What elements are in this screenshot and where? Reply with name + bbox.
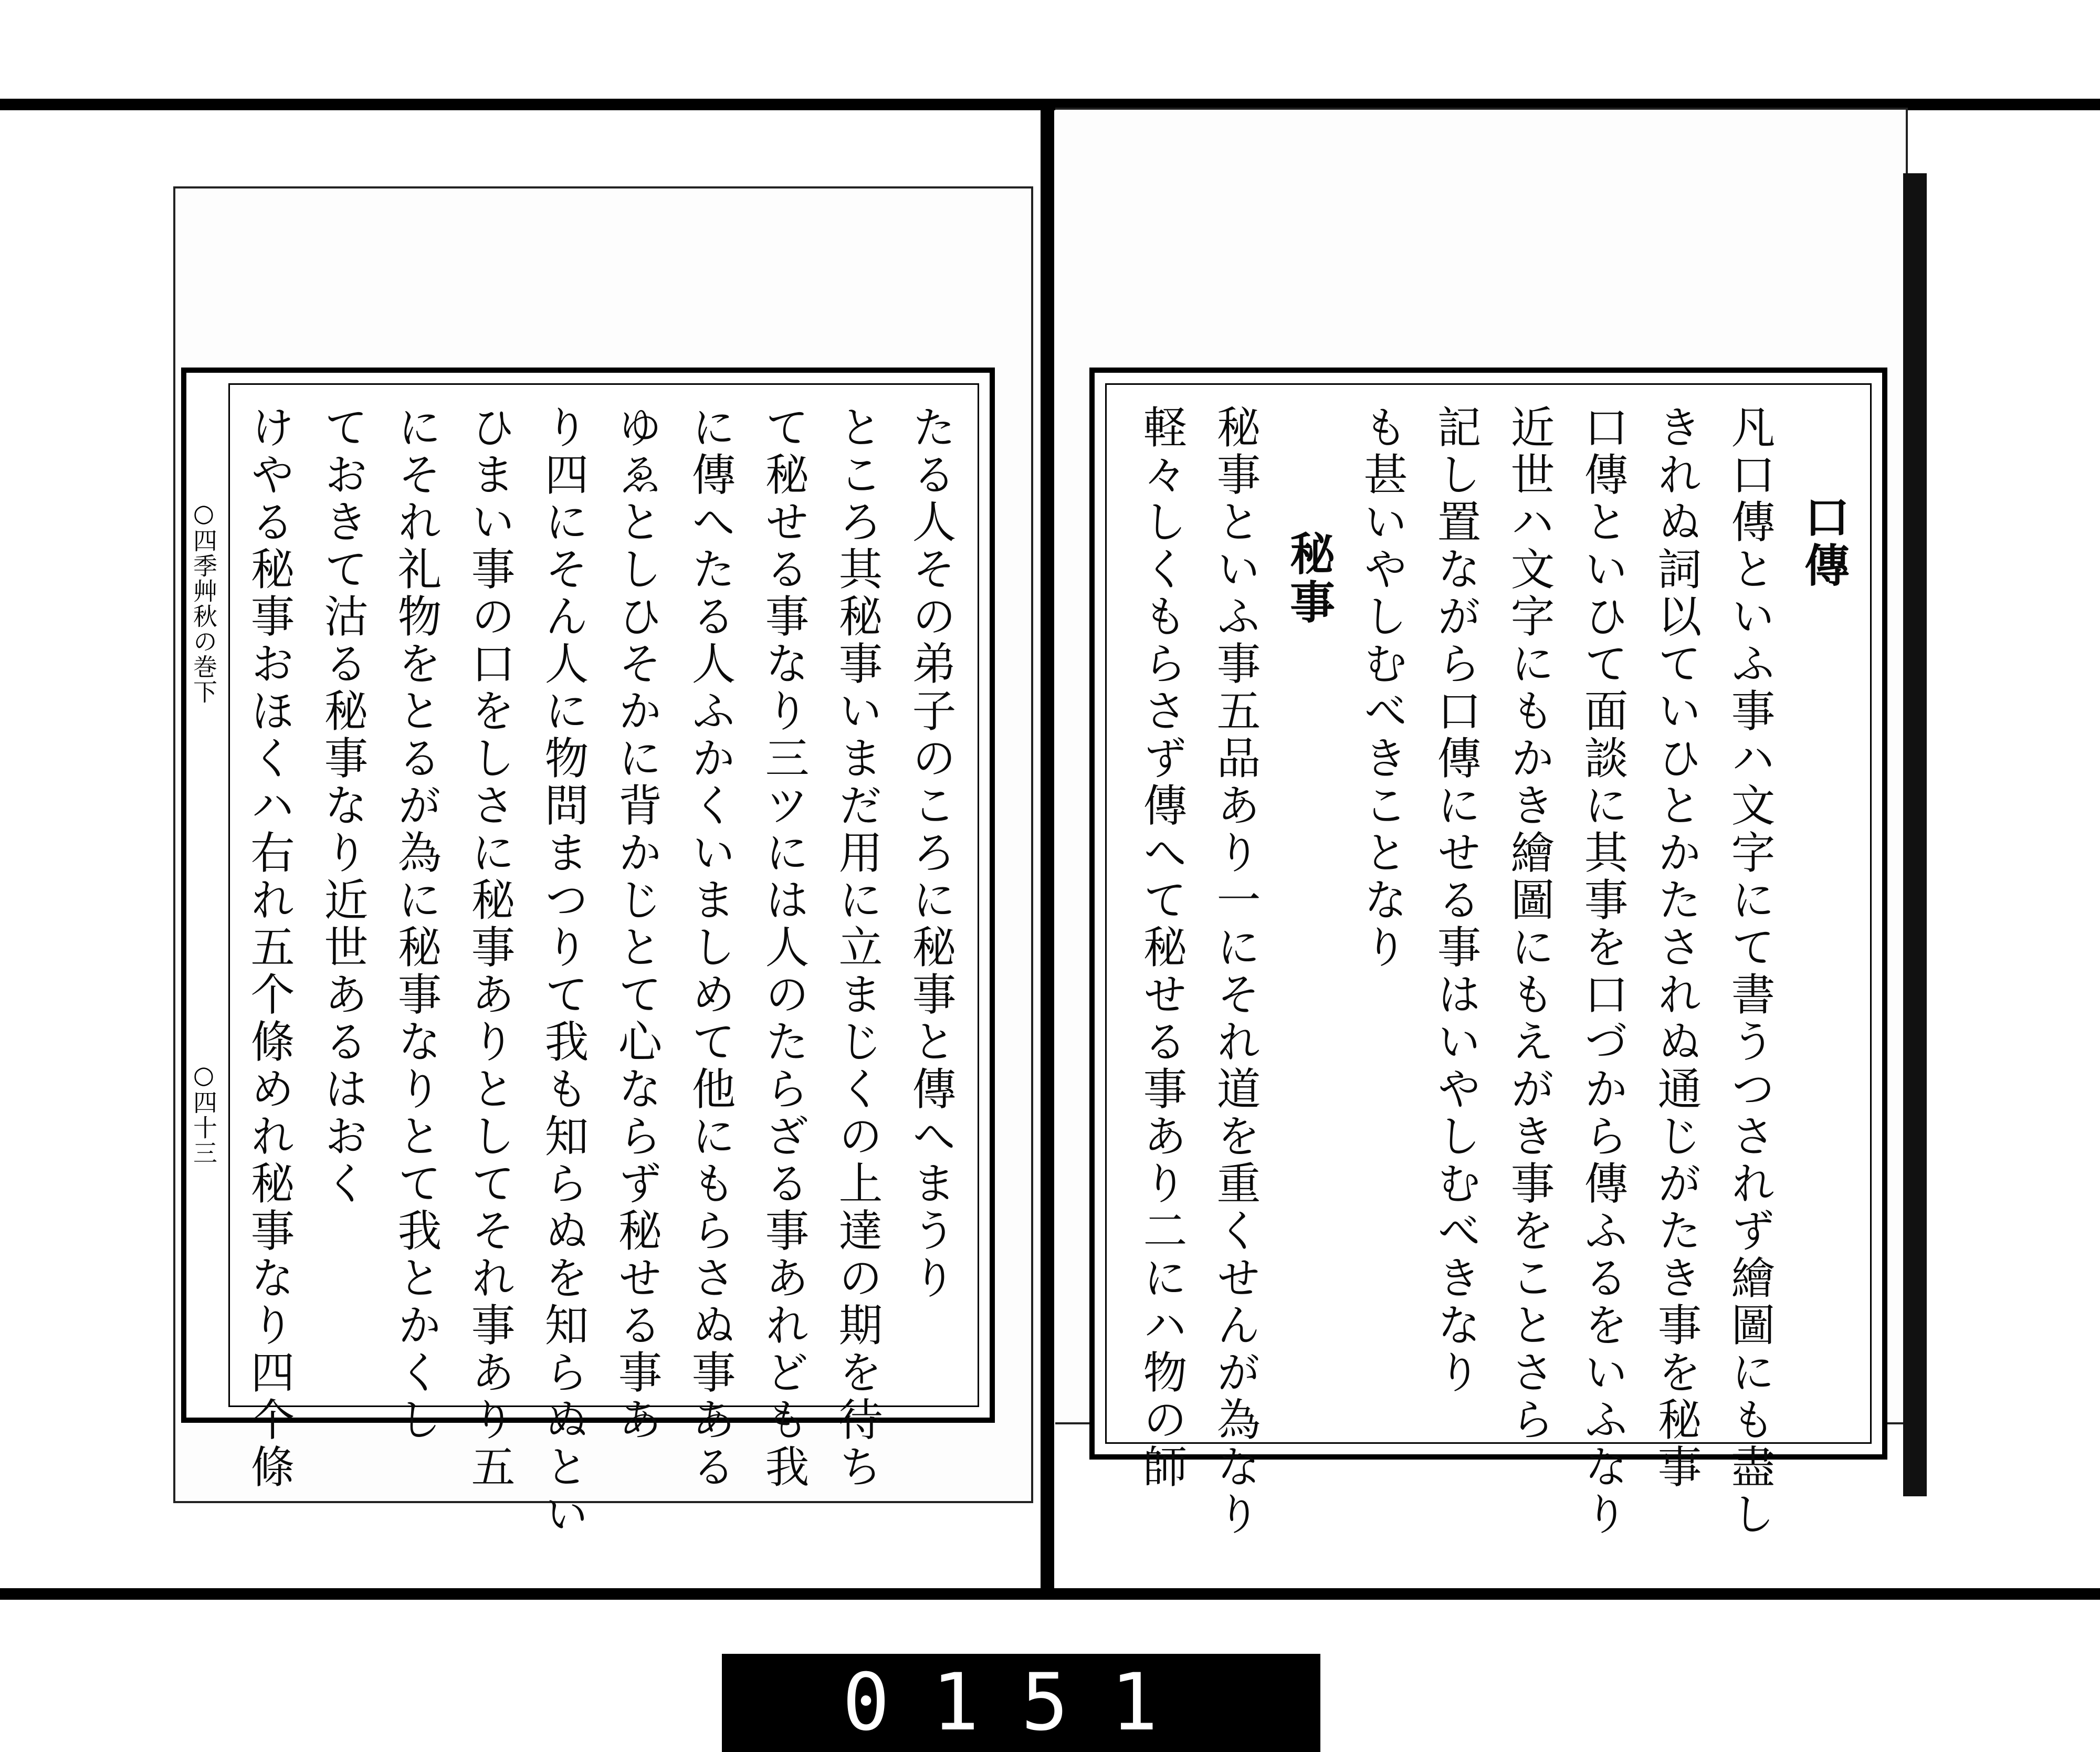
- film-frame-number: 0151: [722, 1654, 1320, 1752]
- book-spine: [1041, 99, 1054, 1600]
- left-text-column: たる人その弟子のころに秘事と傳へまうり: [905, 404, 957, 1302]
- left-text-column: ひまい事の口をしさに秘事ありとしてそれ事あり五: [464, 404, 516, 1491]
- left-text-column: ゆゑとしひそかに背かじとて心ならず秘せる事あ: [611, 404, 663, 1444]
- right-text-column: 記し置ながら口傳にせる事はいやしむべきなり: [1430, 404, 1482, 1397]
- right-text-column: 近世ハ文字にもかき繪圖にもえがき事をことさら: [1504, 404, 1555, 1444]
- left-text-column: けやる秘事おほくハ右れ五个條めれ秘事なり四个條: [244, 404, 295, 1491]
- running-title: ○四季艸秋の巻下: [190, 499, 218, 705]
- right-text-column: きれぬ詞以ていひとかたされぬ通じがたき事を秘事: [1651, 404, 1702, 1491]
- left-text-column: にそれ礼物をとるが為に秘事なりとて我とかくし: [391, 404, 442, 1444]
- section-heading: 口傳: [1797, 494, 1850, 590]
- page-number: ○四十三: [190, 1061, 218, 1166]
- section-heading: 秘事: [1282, 530, 1335, 627]
- left-text-column: ところ其秘事いまだ用に立まじくの上達の期を待ち: [832, 404, 883, 1491]
- left-text-column: て秘せる事なり三ツには人のたらざる事あれども我: [758, 404, 810, 1491]
- right-text-frame: [1089, 368, 1887, 1538]
- left-text-column: り四にそん人に物問まつりて我も知らぬを知らぬとい: [538, 404, 589, 1538]
- page-edge-shadow: [1903, 173, 1927, 1496]
- right-text-column: 秘事といふ事五品あり一にそれ道を重くせんが為なり: [1210, 404, 1261, 1538]
- left-text-column: に傳へたる人ふかくいましめて他にもらさぬ事ある: [685, 404, 736, 1491]
- left-text-column: ておきて沽る秘事なり近世あるはおく: [317, 404, 369, 1208]
- right-text-column: も甚いやしむべきことなり: [1357, 404, 1408, 971]
- right-text-column: 凡口傳といふ事ハ文字にて書うつされず繪圖にも盡し: [1724, 404, 1776, 1538]
- left-text-frame: [181, 368, 995, 1538]
- right-text-column: 口傳といひて面談に其事を口づから傳ふるをいふなり: [1577, 404, 1629, 1538]
- right-text-column: 軽々しくもらさず傳へて秘せる事あり二にハ物の師: [1136, 404, 1188, 1491]
